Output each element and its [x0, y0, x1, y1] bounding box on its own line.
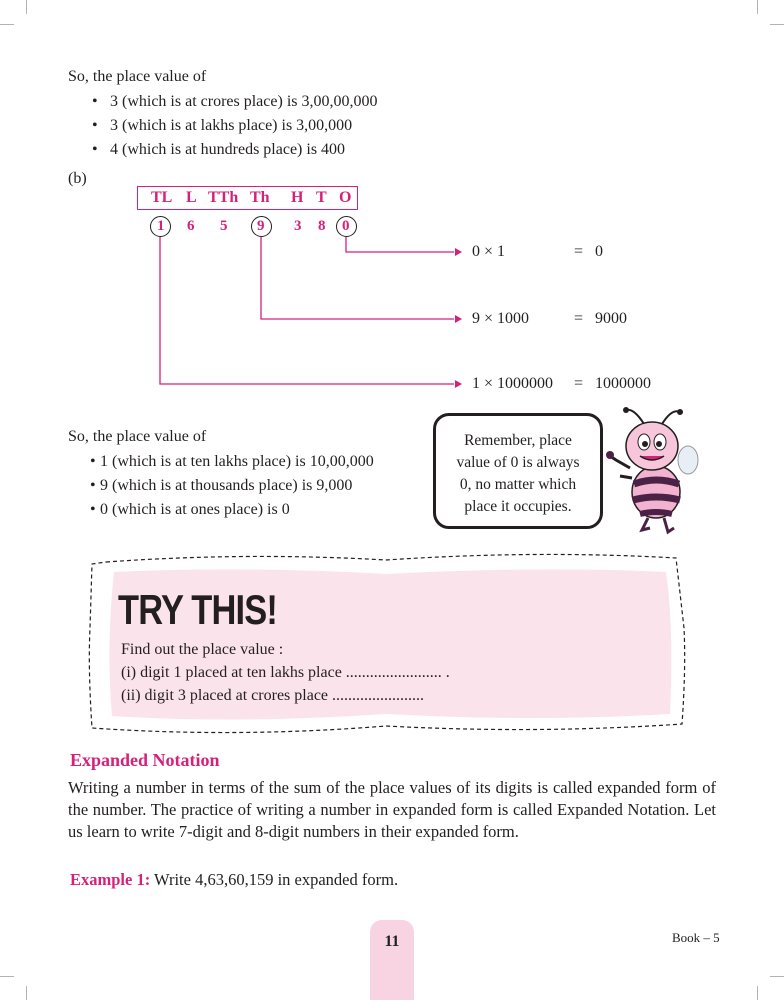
digit-tens: 8	[318, 218, 326, 234]
try-this-line: (i) digit 1 placed at ten lakhs place ........................ .	[121, 664, 450, 681]
header-h: H	[291, 189, 304, 206]
result-value-thousands: 9000	[595, 310, 627, 327]
header-t: T	[316, 189, 327, 206]
header-o: O	[339, 189, 352, 206]
list-item: • 4 (which is at hundreds place) is 400	[88, 138, 377, 162]
digit-ten-lakhs: 1	[157, 218, 165, 234]
callout-line: place it occupies.	[464, 498, 572, 515]
part-a-intro: So, the place value of	[68, 68, 207, 85]
crop-mark	[26, 986, 27, 1000]
digit-thousands: 9	[257, 218, 265, 234]
expanded-notation-heading: Expanded Notation	[70, 750, 220, 770]
header-tth: TTh	[208, 189, 239, 206]
result-eq: =	[574, 243, 584, 260]
try-this-title: TRY THIS!	[118, 586, 278, 633]
book-label: Book – 5	[672, 930, 720, 945]
result-eq: =	[574, 375, 584, 392]
list-item: • 3 (which is at crores place) is 3,00,00,000	[88, 90, 377, 114]
callout-line: 0, no matter which	[459, 476, 577, 493]
remember-callout	[433, 413, 603, 529]
digit-ten-thousands: 5	[220, 218, 228, 234]
example-text: Write 4,63,60,159 in expanded form.	[150, 870, 399, 889]
arrowhead	[455, 248, 462, 256]
list-item: • 1 (which is at ten lakhs place) is 10,00,000	[86, 450, 374, 474]
expanded-notation-paragraph: Writing a number in terms of the sum of the place values of its digits is called expanded form of the number. The practice of writing a number in expanded form is called Expanded Notation. Let us learn to write 7-digit and 8-digit numbers in their expanded form.	[68, 778, 716, 841]
digit-ones: 0	[342, 218, 350, 234]
result-eq: =	[574, 310, 584, 327]
result-value-ones: 0	[595, 243, 603, 260]
list-item: • 9 (which is at thousands place) is 9,000	[86, 474, 374, 498]
page-number: 11	[384, 933, 400, 950]
crop-mark	[757, 986, 758, 1000]
list-item: • 3 (which is at lakhs place) is 3,00,000	[88, 114, 377, 138]
digit-lakhs: 6	[187, 218, 195, 234]
page-number-tab	[370, 920, 414, 1000]
crop-mark	[770, 976, 784, 977]
arrow-ten-lakhs	[160, 237, 454, 384]
part-b-intro: So, the place value of	[68, 428, 207, 445]
result-expr-ones: 0 × 1	[472, 243, 506, 260]
callout-line: value of 0 is always	[456, 454, 580, 471]
digit-hundreds: 3	[294, 218, 302, 234]
result-value-ten-lakhs: 1000000	[595, 375, 651, 392]
arrow-thousands	[261, 237, 454, 319]
example-1	[70, 869, 398, 891]
arrow-ones	[346, 237, 454, 252]
callout-line: Remember, place	[464, 432, 572, 449]
bee-mascot-icon	[604, 404, 700, 536]
arrowhead	[455, 380, 462, 388]
arrowhead	[455, 315, 462, 323]
try-this-line: (ii) digit 3 placed at crores place .......................	[121, 687, 425, 704]
result-expr-ten-lakhs: 1 × 1000000	[472, 375, 554, 392]
header-tl: TL	[151, 189, 173, 206]
result-expr-thousands: 9 × 1000	[472, 310, 530, 327]
try-this-line: Find out the place value :	[121, 641, 284, 658]
crop-mark	[0, 976, 14, 977]
place-value-arrows	[0, 0, 784, 420]
header-l: L	[186, 189, 197, 206]
header-th: Th	[250, 189, 270, 206]
part-b-bullet-list	[86, 450, 374, 522]
list-item: • 0 (which is at ones place) is 0	[86, 498, 374, 522]
part-b-label: (b)	[68, 170, 87, 187]
example-label: Example 1:	[70, 870, 151, 889]
